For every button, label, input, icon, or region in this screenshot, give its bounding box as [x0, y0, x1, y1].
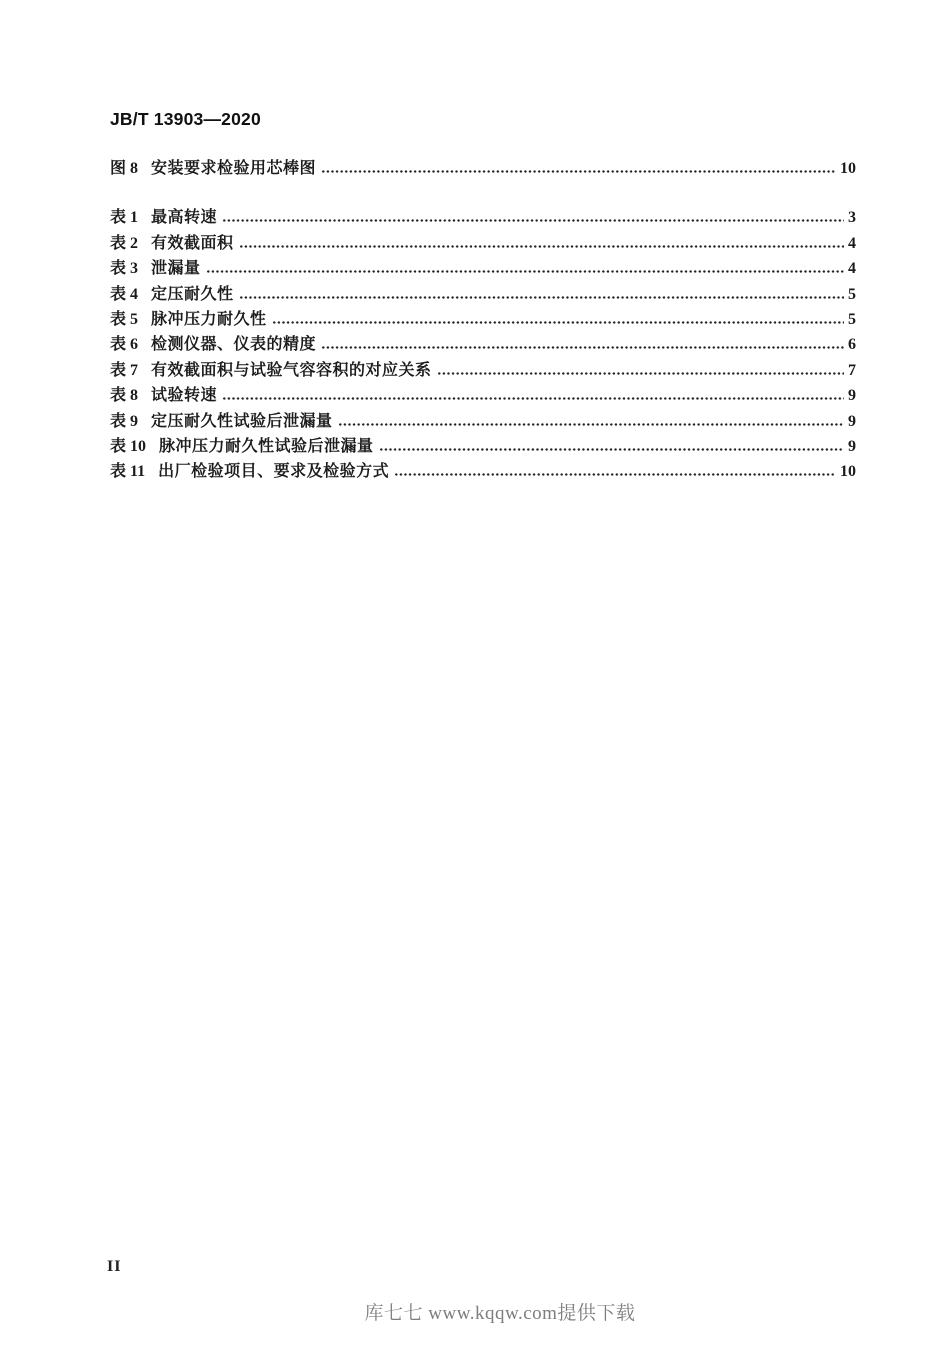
toc-list — [110, 155, 856, 484]
toc-entry-title: 泄漏量 — [151, 260, 201, 278]
toc-entry-title: 定压耐久性 — [151, 285, 234, 303]
toc-entry-page: 4 — [848, 234, 856, 252]
toc-leader-dots — [207, 270, 844, 273]
toc-leader-dots — [223, 219, 844, 222]
toc-leader-dots — [395, 473, 836, 476]
toc-entry-title: 定压耐久性试验后泄漏量 — [151, 412, 333, 430]
toc-entry-title: 有效截面积与试验气容容积的对应关系 — [151, 361, 432, 379]
toc-entry-title: 安装要求检验用芯棒图 — [151, 160, 317, 177]
toc-entry-label: 表 5 — [110, 310, 139, 328]
toc-entry — [110, 458, 856, 483]
toc-leader-dots — [322, 346, 844, 349]
toc-entry-page: 9 — [848, 412, 856, 430]
toc-entry-label: 表 7 — [110, 361, 139, 379]
toc-entry-title: 检测仪器、仪表的精度 — [151, 336, 317, 354]
toc-leader-dots — [223, 397, 844, 400]
toc-entry-page: 10 — [840, 463, 856, 481]
toc-leader-dots — [240, 296, 844, 299]
toc-leader-dots — [380, 448, 844, 451]
toc-entry-label: 表 6 — [110, 336, 139, 354]
toc-entry — [110, 204, 856, 229]
toc-entry — [110, 230, 856, 255]
toc-entry — [110, 155, 856, 180]
toc-entry-title: 试验转速 — [151, 387, 218, 405]
footer-page-number: II — [107, 1258, 122, 1275]
toc-entry-label: 表 10 — [110, 437, 147, 455]
toc-group-gap — [110, 180, 856, 204]
toc-entry — [110, 357, 856, 382]
toc-entry-label: 图 8 — [110, 160, 139, 177]
toc-entry — [110, 255, 856, 280]
toc-entry-title: 有效截面积 — [151, 234, 234, 252]
toc-entry-page: 9 — [848, 387, 856, 405]
toc-leader-dots — [438, 372, 844, 375]
toc-entry — [110, 382, 856, 407]
toc-leader-dots — [240, 245, 844, 248]
toc-entry-label: 表 4 — [110, 285, 139, 303]
toc-entry-page: 9 — [848, 437, 856, 455]
toc-entry-title: 脉冲压力耐久性 — [151, 310, 267, 328]
toc-entry-title: 最高转速 — [151, 209, 218, 227]
toc-entry — [110, 433, 856, 458]
toc-entry-title: 出厂检验项目、要求及检验方式 — [158, 463, 390, 481]
toc-leader-dots — [273, 321, 844, 324]
watermark-text: 库七七 www.kqqw.com提供下载 — [364, 1303, 636, 1324]
toc-entry-label: 表 8 — [110, 387, 139, 405]
toc-entry-label: 表 2 — [110, 234, 139, 252]
toc-entry-label: 表 1 — [110, 209, 139, 227]
toc-entry-page: 5 — [848, 310, 856, 328]
toc-entry — [110, 408, 856, 433]
toc-entry-page: 6 — [848, 336, 856, 354]
toc-entry — [110, 331, 856, 356]
toc-leader-dots — [322, 170, 836, 173]
toc-entry-page: 10 — [840, 160, 856, 177]
toc-entry-label: 表 3 — [110, 260, 139, 278]
toc-entry-label: 表 11 — [110, 463, 146, 481]
toc-entry-page: 7 — [848, 361, 856, 379]
toc-entry-label: 表 9 — [110, 412, 139, 430]
toc-entry — [110, 281, 856, 306]
toc-entry — [110, 306, 856, 331]
toc-entry-page: 5 — [848, 285, 856, 303]
document-header: JB/T 13903—2020 — [110, 109, 261, 129]
toc-entry-title: 脉冲压力耐久性试验后泄漏量 — [159, 437, 374, 455]
toc-entry-page: 4 — [848, 260, 856, 278]
toc-entry-page: 3 — [848, 209, 856, 227]
toc-leader-dots — [339, 423, 844, 426]
